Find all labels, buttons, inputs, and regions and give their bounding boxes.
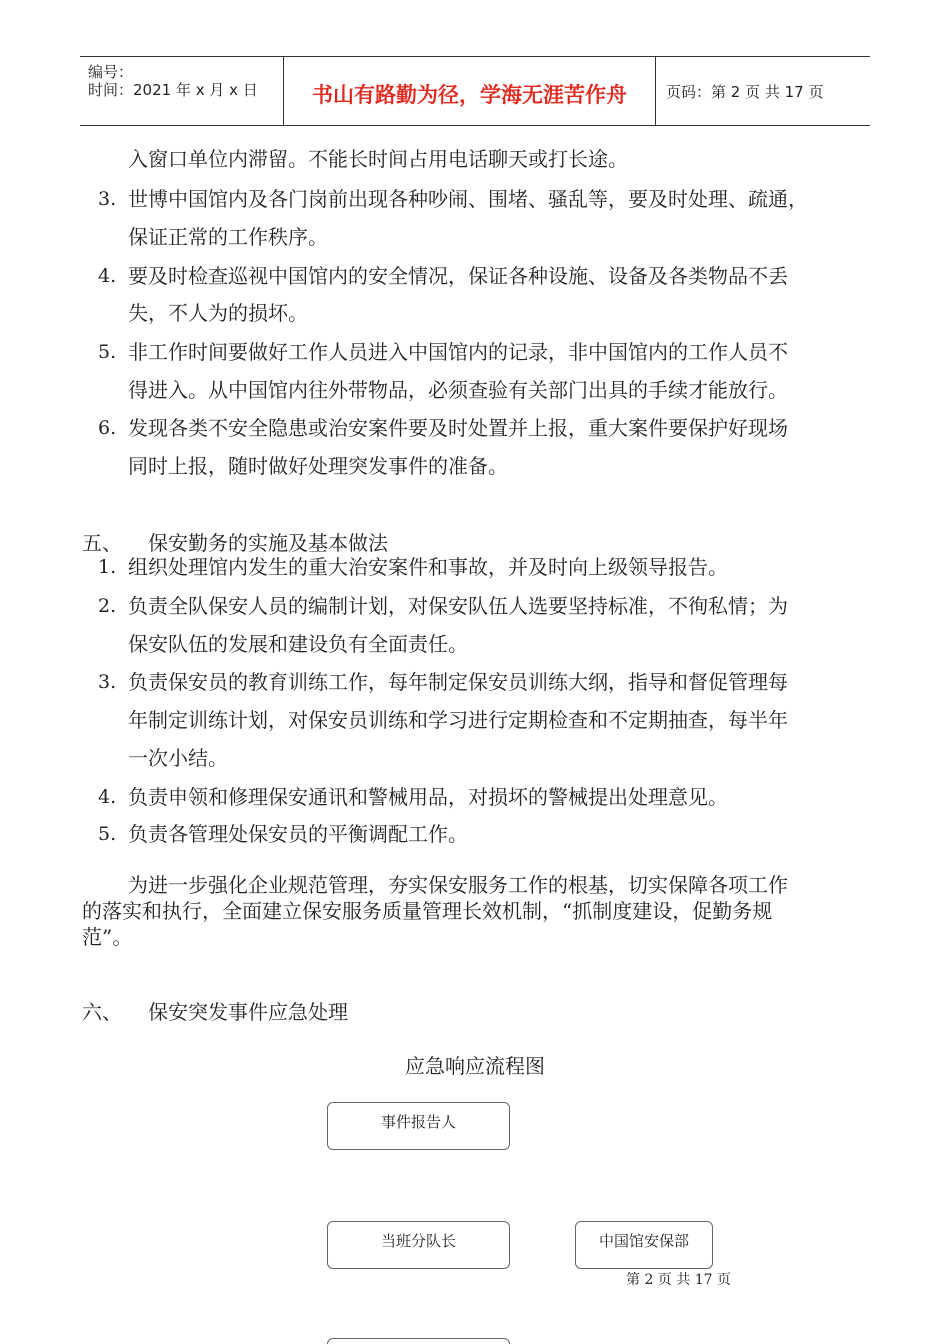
header-info-cell — [80, 57, 284, 125]
list-item-line: 发现各类不安全隐患或治安案件要及时处置并上报，重大案件要保护好现场 — [128, 416, 788, 440]
section-title: 保安勤务的实施及基本做法 — [148, 531, 388, 555]
list-item-number: 3. — [98, 188, 117, 210]
list-item-line: 负责各管理处保安员的平衡调配工作。 — [128, 822, 468, 846]
page-header — [80, 56, 870, 126]
header-page-cell — [656, 57, 870, 125]
list-item-number: 6. — [98, 417, 117, 439]
paragraph-line: 为进一步强化企业规范管理，夯实保安服务工作的根基，切实保障各项工作 — [128, 873, 788, 897]
section-number: 六、 — [82, 1000, 122, 1024]
list-item-number: 2. — [98, 595, 117, 617]
flowchart-box-label: 事件报告人 — [380, 1113, 456, 1131]
list-item-line: 年制定训练计划，对保安员训练和学习进行定期检查和不定期抽查，每半年 — [128, 708, 788, 732]
document-time-label: 时间：2021 年 x 月 x 日 — [88, 81, 258, 99]
list-item-line: 负责全队保安人员的编制计划，对保安队伍人选要坚持标准，不徇私情；为 — [128, 594, 788, 618]
list-item-line: 保证正常的工作秩序。 — [128, 225, 328, 249]
paragraph-line: 范”。 — [82, 925, 133, 949]
list-item-number: 1. — [98, 556, 117, 578]
list-item-line: 一次小结。 — [128, 746, 228, 770]
list-item-number: 3. — [98, 671, 117, 693]
list-item-number: 5. — [98, 823, 117, 845]
flowchart-box-reporter — [327, 1102, 510, 1150]
list-item-line: 负责申领和修理保安通讯和警械用品，对损坏的警械提出处理意见。 — [128, 785, 728, 809]
list-item-line: 同时上报，随时做好处理突发事件的准备。 — [128, 454, 508, 478]
flowchart-title: 应急响应流程图 — [405, 1054, 545, 1078]
flowchart-box-squad-leader — [327, 1221, 510, 1269]
list-item-line: 组织处理馆内发生的重大治安案件和事故，并及时向上级领导报告。 — [128, 555, 728, 579]
document-number-label: 编号： — [88, 63, 134, 81]
list-item-line: 世博中国馆内及各门岗前出现各种吵闹、围堵、骚乱等，要及时处理、疏通， — [128, 187, 808, 211]
list-item-line: 保安队伍的发展和建设负有全面责任。 — [128, 632, 468, 656]
section-title: 保安突发事件应急处理 — [148, 1000, 348, 1024]
page-footer: 第 2 页 共 17 页 — [626, 1272, 731, 1288]
list-item-number: 4. — [98, 786, 117, 808]
list-item-number: 4. — [98, 265, 117, 287]
list-item-line: 失，不人为的损坏。 — [128, 301, 308, 325]
paragraph-line: 的落实和执行，全面建立保安服务质量管理长效机制，“抓制度建设，促勤务规 — [82, 899, 773, 923]
list-item-line: 得进入。从中国馆内往外带物品，必须查验有关部门出具的手续才能放行。 — [128, 378, 788, 402]
continuation-text: 入窗口单位内滞留。不能长时间占用电话聊天或打长途。 — [128, 147, 628, 171]
flowchart-box-partial — [327, 1338, 510, 1344]
header-page-info: 页码：第 2 页 共 17 页 — [666, 83, 824, 101]
list-item-line: 负责保安员的教育训练工作，每年制定保安员训练大纲，指导和督促管理每 — [128, 670, 788, 694]
flowchart-box-security-dept — [575, 1221, 713, 1269]
list-item-line: 要及时检查巡视中国馆内的安全情况，保证各种设施、设备及各类物品不丢 — [128, 264, 788, 288]
header-motto-cell — [284, 57, 656, 125]
flowchart-box-label: 当班分队长 — [380, 1232, 456, 1250]
header-motto: 书山有路勤为径，学海无涯苦作舟 — [312, 83, 627, 107]
flowchart-box-label: 中国馆安保部 — [598, 1232, 689, 1250]
list-item-number: 5. — [98, 341, 117, 363]
section-number: 五、 — [82, 531, 122, 555]
list-item-line: 非工作时间要做好工作人员进入中国馆内的记录，非中国馆内的工作人员不 — [128, 340, 788, 364]
